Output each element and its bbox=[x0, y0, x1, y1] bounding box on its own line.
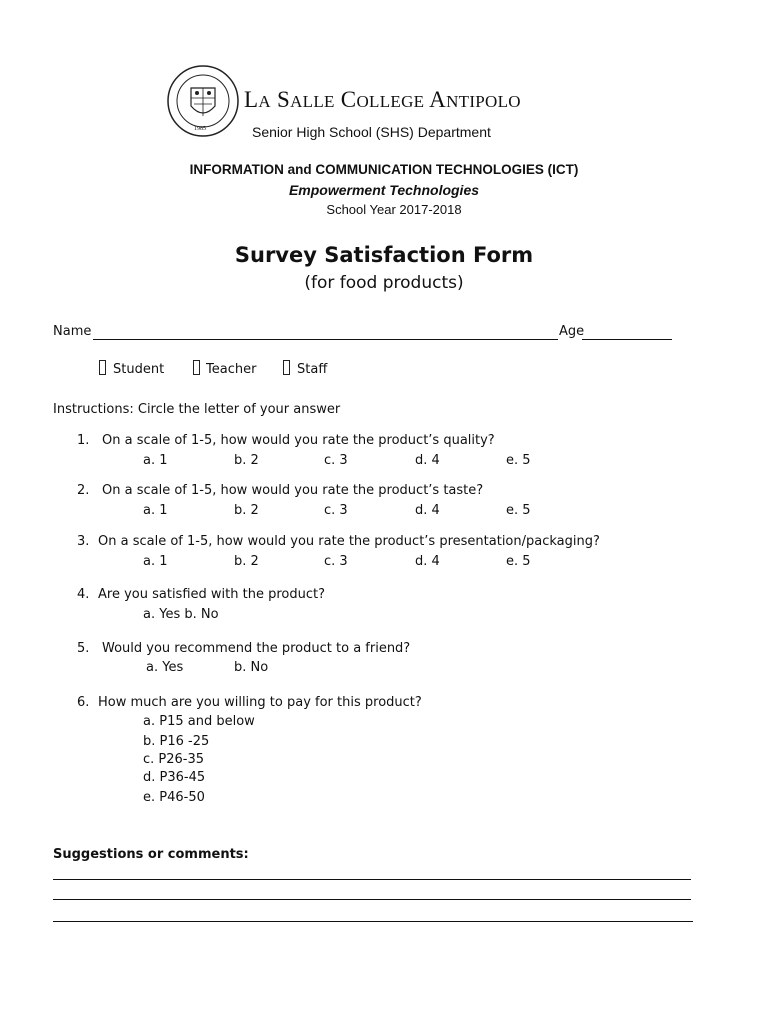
choice-e[interactable]: e. 5 bbox=[506, 503, 531, 518]
comment-line[interactable] bbox=[53, 921, 693, 922]
choice-b[interactable]: b. 2 bbox=[234, 453, 259, 468]
student-checkbox[interactable] bbox=[99, 360, 106, 375]
question-text: Would you recommend the product to a friend? bbox=[102, 641, 411, 656]
choice-b[interactable]: b. 2 bbox=[234, 503, 259, 518]
question-number: 6. bbox=[77, 695, 90, 710]
choice-a[interactable]: a. Yes b. No bbox=[143, 607, 219, 622]
track-title: INFORMATION and COMMUNICATION TECHNOLOGIES (ICT) bbox=[189, 162, 579, 177]
instructions: Instructions: Circle the letter of your answer bbox=[53, 402, 341, 417]
choice-b[interactable]: b. 2 bbox=[234, 554, 259, 569]
choice-e[interactable]: e. 5 bbox=[506, 554, 531, 569]
choice-d[interactable]: d. P36-45 bbox=[143, 770, 206, 785]
comment-line[interactable] bbox=[53, 879, 691, 880]
student-label: Student bbox=[113, 362, 165, 377]
choice-d[interactable]: d. 4 bbox=[415, 554, 440, 569]
choice-a[interactable]: a. 1 bbox=[143, 554, 168, 569]
suggestions-label: Suggestions or comments: bbox=[53, 847, 249, 862]
choice-d[interactable]: d. 4 bbox=[415, 503, 440, 518]
staff-label: Staff bbox=[297, 362, 328, 377]
age-field[interactable] bbox=[582, 339, 672, 340]
staff-checkbox[interactable] bbox=[283, 360, 290, 375]
seal-year: 1985 bbox=[194, 126, 206, 132]
question-number: 4. bbox=[77, 587, 90, 602]
form-title: Survey Satisfaction Form bbox=[234, 243, 534, 267]
choice-b[interactable]: b. No bbox=[234, 660, 269, 675]
choice-d[interactable]: d. 4 bbox=[415, 453, 440, 468]
choice-a[interactable]: a. Yes bbox=[146, 660, 184, 675]
question-text: On a scale of 1-5, how would you rate the product’s presentation/packaging? bbox=[98, 534, 600, 549]
question-text: Are you satisfied with the product? bbox=[98, 587, 325, 602]
teacher-label: Teacher bbox=[206, 362, 257, 377]
form-subtitle: (for food products) bbox=[304, 273, 464, 293]
choice-b[interactable]: b. P16 -25 bbox=[143, 734, 210, 749]
choice-a[interactable]: a. 1 bbox=[143, 453, 168, 468]
question-text: On a scale of 1-5, how would you rate the product’s taste? bbox=[102, 483, 484, 498]
name-field[interactable] bbox=[93, 339, 558, 340]
question-number: 2. bbox=[77, 483, 90, 498]
question-text: How much are you willing to pay for this product? bbox=[98, 695, 422, 710]
comment-line[interactable] bbox=[53, 899, 691, 900]
age-label: Age bbox=[559, 324, 585, 339]
choice-a[interactable]: a. P15 and below bbox=[143, 714, 255, 729]
choice-c[interactable]: c. 3 bbox=[324, 503, 348, 518]
question-number: 1. bbox=[77, 433, 90, 448]
choice-c[interactable]: c. 3 bbox=[324, 453, 348, 468]
choice-a[interactable]: a. 1 bbox=[143, 503, 168, 518]
department: Senior High School (SHS) Department bbox=[252, 124, 491, 140]
question-text: On a scale of 1-5, how would you rate the product’s quality? bbox=[102, 433, 495, 448]
question-number: 3. bbox=[77, 534, 90, 549]
college-name: LA SALLE COLLEGE ANTIPOLO bbox=[244, 87, 521, 112]
choice-e[interactable]: e. P46-50 bbox=[143, 790, 205, 805]
choice-e[interactable]: e. 5 bbox=[506, 453, 531, 468]
name-label: Name bbox=[53, 324, 92, 339]
choice-c[interactable]: c. 3 bbox=[324, 554, 348, 569]
teacher-checkbox[interactable] bbox=[193, 360, 200, 375]
subject: Empowerment Technologies bbox=[288, 182, 480, 198]
question-number: 5. bbox=[77, 641, 90, 656]
school-year: School Year 2017-2018 bbox=[326, 202, 462, 217]
choice-c[interactable]: c. P26-35 bbox=[143, 752, 205, 767]
